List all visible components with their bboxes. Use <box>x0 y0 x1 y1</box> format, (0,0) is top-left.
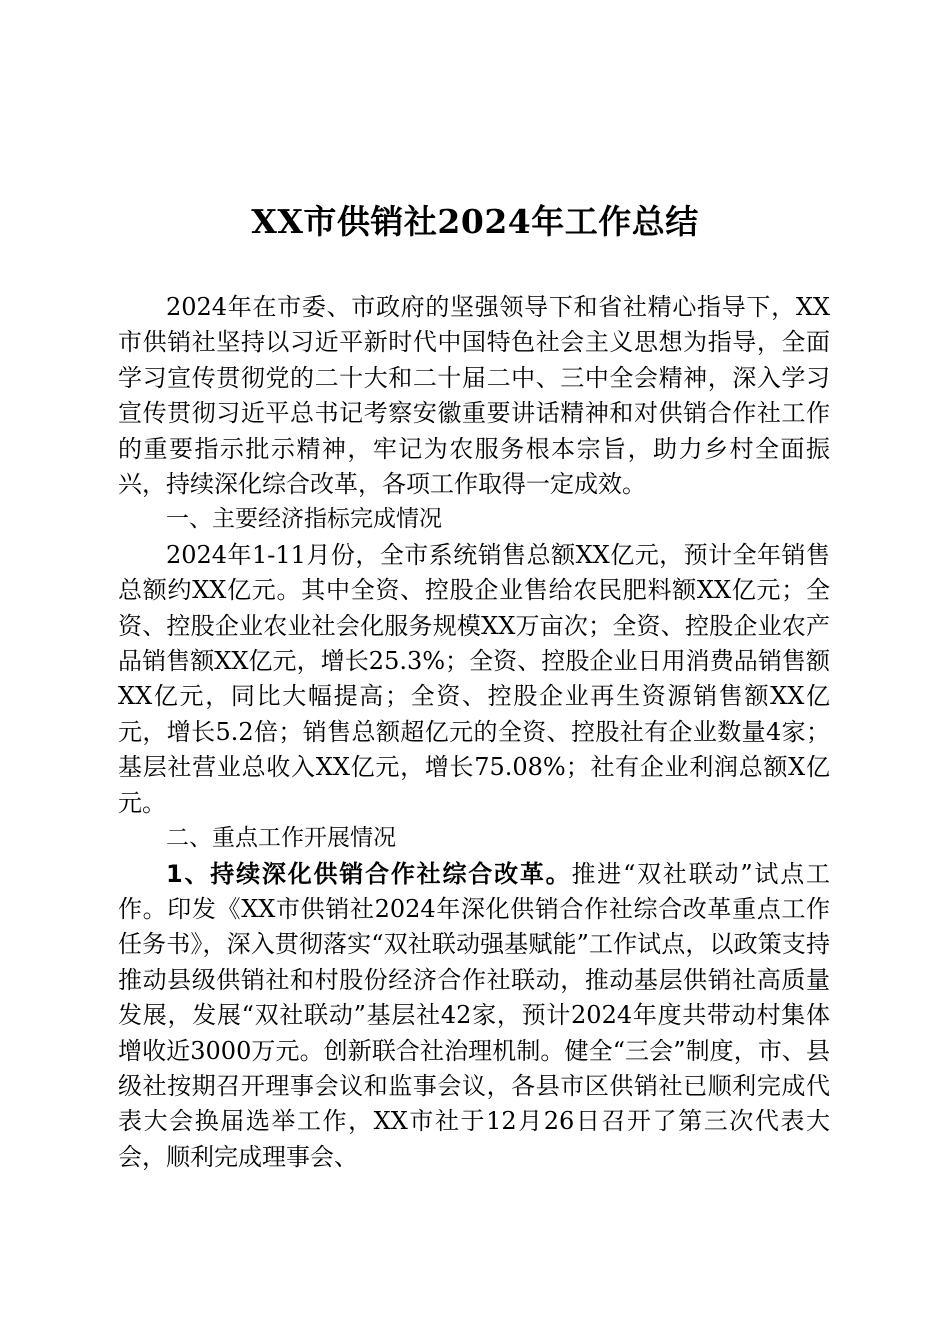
section-2-item-1-paragraph <box>118 857 830 1176</box>
intro-paragraph: 2024年在市委、市政府的坚强领导下和省社精心指导下，XX市供销社坚持以习近平新时代中国特色社会主义思想为指导，全面学习宣传贯彻党的二十大和二十届二中、三中全会精神，深入学习宣传贯彻习近平总书记考察安徽重要讲话精神和对供销合作社工作的重要指示批示精神，牢记为农服务根本宗旨，助力乡村全面振兴，持续深化综合改革，各项工作取得一定成效。 <box>118 293 830 499</box>
section-1-paragraph: 2024年1-11月份，全市系统销售总额XX亿元，预计全年销售总额约XX亿元。其中全资、控股企业售给农民肥料额XX亿元；全资、控股企业农业社会化服务规模XX万亩次；全资、控股企业农产品销售额XX亿元，增长25.3%；全资、控股企业日用消费品销售额XX亿元，同比大幅提高；全资、控股企业再生资源销售额XX亿元，增长5.2倍；销售总额超亿元的全资、控股社有企业数量4家；基层社营业总收入XX亿元，增长75.08%；社有企业利润总额X亿元。 <box>118 540 830 817</box>
section-1-heading: 一、主要经济指标完成情况 <box>166 506 442 533</box>
section-2-item-1-text: 推进“双社联动”试点工作。印发《XX市供销社2024年深化供销合作社综合改革重点工作任务书》，深入贯彻落实“双社联动强基赋能”工作试点，以政策支持推动县级供销社和村股份经济合作社联动，推动基层供销社高质量发展，发展“双社联动”基层社42家，预计2024年度共带动村集体增收近3000万元。创新联合社治理机制。健全“三会”制度，市、县级社按期召开理事会议和监事会议，各县市区供销社已顺利完成代表大会换届选举工作，XX市社于12月26日召开了第三次代表大会，顺利完成理事会、 <box>118 859 830 1171</box>
document-title: XX市供销社2024年工作总结 <box>251 202 699 241</box>
section-2-item-1-lead: 1、持续深化供销合作社综合改革。 <box>166 859 572 888</box>
document-body <box>118 290 830 1175</box>
section-2-heading: 二、重点工作开展情况 <box>166 825 396 852</box>
